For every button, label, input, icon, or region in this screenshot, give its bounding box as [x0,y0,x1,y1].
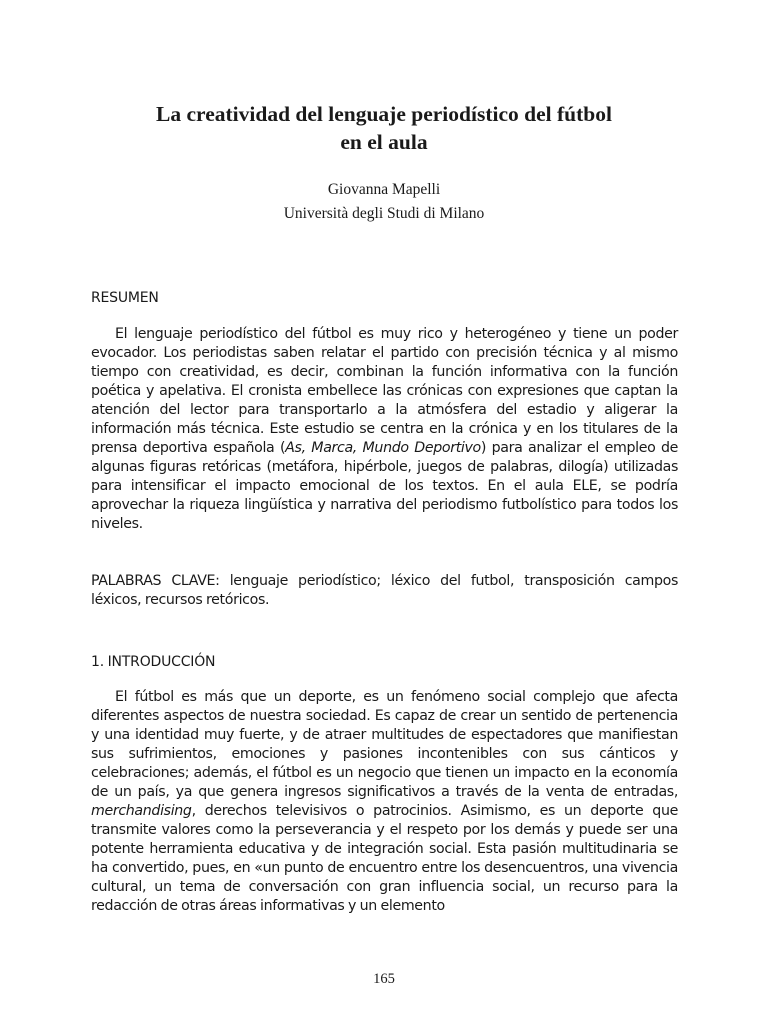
author-name: Giovanna Mapelli [327,181,441,198]
abstract-paragraph [91,325,678,534]
page-number: 165 [373,971,395,987]
section-1-heading: 1. INTRODUCCIÓN [91,654,216,670]
abstract-text-part-2: ) para analizar el empleo de algunas figuras retóricas (metáfora, hipérbole, juegos de palabras, dilogía) utilizadas para intensificar el impacto emocional de los textos. En el aula ELE, se podría aprovechar la riqueza lingüística y narrativa del periodismo futbolístico para todos los niveles. [91,440,679,532]
abstract-text-part-1: El lenguaje periodístico del fútbol es muy rico y heterogéneo y tiene un poder evocador. Los periodistas saben relatar el partido con precisión técnica y al mismo tiempo con creatividad, es decir, combinan la función informativa con la función poética y apelativa. El cronista embellece las crónicas con expresiones que captan la atención del lector para transportarlo a la atmósfera del estadio y aligerar la información más técnica. Este estudio se centra en la crónica y en los titulares de la prensa deportiva española ( [91,326,678,456]
keywords-text: lenguaje periodístico; léxico del futbol, transposición campos léxicos, recursos retóricos. [91,573,678,608]
keywords-paragraph [91,572,678,610]
section-1-text-part-1: El fútbol es más que un deporte, es un fenómeno social complejo que afecta diferentes aspectos de nuestra sociedad. Es capaz de crear un sentido de pertenencia y una identidad muy fuerte, y de atraer multitudes de espectadores que manifiestan sus sufrimientos, emociones y pasiones incontenibles con sus cánticos y celebraciones; además, el fútbol es un negocio que tienen un impacto en la economía de un país, ya que genera ingresos significativos a través de la venta de entradas, [91,689,678,800]
abstract-heading: RESUMEN [91,290,159,306]
article-title [0,100,768,156]
abstract-sources-italic: As, Marca, Mundo Deportivo [285,440,481,456]
keywords-label: PALABRAS CLAVE: [91,573,220,589]
author-block [0,178,768,226]
title-line-2: en el aula [340,130,428,154]
section-1-text-part-2: , derechos televisivos o patrocinios. Asimismo, es un deporte que transmite valores como la perseverancia y el respeto por los demás y puede ser una potente herramienta educativa y de integración social. Esta pasión multitudinaria se ha convertido, pues, en «un punto de encuentro entre los desencuentros, una vivencia cultural, un tema de conversación con gran influencia social, un recurso para la redacción de otras áreas informativas y un elemento [91,803,678,914]
merchandising-italic: merchandising [91,803,192,819]
author-affiliation: Università degli Studi di Milano [283,205,485,222]
title-line-1: La creatividad del lenguaje periodístico del fútbol [156,102,612,126]
section-1-paragraph [91,688,678,916]
